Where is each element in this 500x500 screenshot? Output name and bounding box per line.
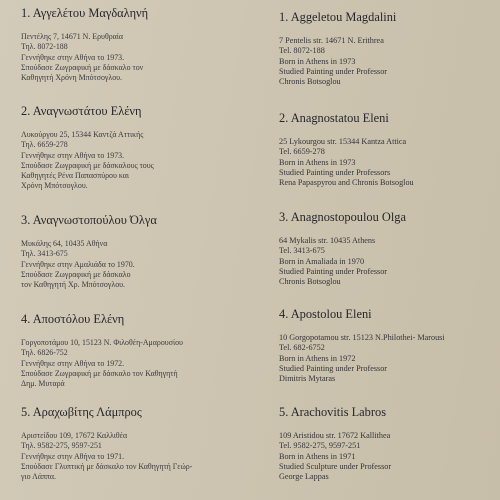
- phone: Tel. 6659-278: [279, 147, 325, 157]
- address: Λυκούργου 25, 15344 Καντζά Αττικής: [21, 130, 144, 139]
- study-info: τον Καθηγητή Χρ. Μπότσογλου.: [21, 280, 126, 290]
- birth-info: Γεννήθηκε στην Αθήνα το 1972.: [21, 358, 125, 368]
- entry-greek-5: [0, 405, 258, 482]
- birth-info: Γεννήθηκε στην Αθήνα το 1973.: [21, 150, 125, 160]
- address: 25 Lykourgou str. 15344 Kantza Attica: [279, 137, 407, 146]
- study-info: Rena Papaspyrou and Chronis Botsoglou: [279, 178, 414, 188]
- birth-info: Γεννήθηκε στην Αθήνα το 1971.: [21, 451, 125, 461]
- entry-name: 5. Arachovitis Labros: [279, 405, 387, 419]
- study-info: Chronis Botsoglou: [279, 277, 341, 287]
- study-info: γιο Λάππα.: [21, 472, 57, 482]
- birth-info: Born in Amaliada in 1970: [279, 256, 365, 266]
- study-info: Καθηγητή Χρόνη Μπότσογλου.: [21, 73, 123, 83]
- study-info: Σπούδασε Ζωγραφική με δάσκαλο τον Καθηγητή: [21, 368, 178, 378]
- address: 109 Aristidou str. 17672 Kallithea: [279, 431, 391, 440]
- birth-info: Γεννήθηκε στην Αθήνα το 1973.: [21, 52, 125, 62]
- birth-info: Γεννήθηκε στην Αμαλιάδα το 1970.: [21, 259, 135, 269]
- entry-name: 4. Apostolou Eleni: [279, 307, 372, 321]
- study-info: Studied Painting under Professor: [279, 66, 388, 76]
- birth-info: Born in Athens in 1973: [279, 56, 356, 66]
- birth-info: Born in Athens in 1971: [279, 451, 356, 461]
- phone: Tel. 682-6752: [279, 343, 325, 353]
- study-info: Studied Sculpture under Professor: [279, 461, 392, 471]
- address: Μυκάλης 64, 10435 Αθήνα: [21, 239, 108, 248]
- study-info: Σπούδασε Ζωγραφική με δάσκαλο τον: [21, 62, 144, 72]
- study-info: Dimitris Mytaras: [279, 374, 336, 384]
- phone: Tel. 8072-188: [279, 46, 325, 56]
- study-info: Καθηγητές Ρένα Παπασπύρου και: [21, 171, 130, 181]
- entry-name: 1. Aggeletou Magdalini: [279, 10, 397, 24]
- entry-greek-1: [0, 6, 258, 83]
- study-info: Σπούδασε Ζωγραφική με δάσκαλο: [21, 269, 131, 279]
- entry-name: 1. Αγγελέτου Μαγδαληνή: [21, 6, 149, 20]
- phone: Τηλ. 9582-275, 9597-251: [21, 441, 102, 451]
- address: 64 Mykalis str. 10435 Athens: [279, 236, 376, 245]
- study-info: George Lappas: [279, 472, 329, 482]
- phone: Tel. 9582-275, 9597-251: [279, 441, 361, 451]
- study-info: Χρόνη Μπότσογλου.: [21, 181, 88, 191]
- address: 7 Pentelis str. 14671 N. Erithrea: [279, 36, 384, 45]
- entry-greek-4: [0, 312, 258, 389]
- phone: Τηλ. 6826-752: [21, 348, 68, 358]
- phone: Τηλ. 3413-675: [21, 249, 68, 259]
- entry-name: 2. Anagnostatou Eleni: [279, 111, 389, 125]
- study-info: Studied Painting under Professor: [279, 363, 388, 373]
- entry-greek-2: [0, 104, 258, 192]
- entry-name: 2. Αναγνωστάτου Ελένη: [21, 104, 142, 118]
- address: Αριστείδου 109, 17672 Καλλιθέα: [21, 431, 128, 440]
- address: 10 Gorgopotamou str. 15123 N.Philothei- Marousi: [279, 333, 445, 342]
- entry-name: 5. Αραχωβίτης Λάμπρος: [21, 405, 142, 419]
- entry-english-4: [268, 307, 500, 384]
- entry-name: 4. Αποστόλου Ελένη: [21, 312, 125, 326]
- birth-info: Born in Athens in 1972: [279, 353, 356, 363]
- entry-name: 3. Anagnostopoulou Olga: [279, 210, 406, 224]
- entry-english-1: [268, 10, 500, 87]
- address: Πεντέλης 7, 14671 Ν. Ερυθραία: [21, 32, 124, 41]
- birth-info: Born in Athens in 1973: [279, 157, 356, 167]
- phone: Τηλ. 6659-278: [21, 140, 68, 150]
- study-info: Studied Painting under Professor: [279, 266, 388, 276]
- phone: Τηλ. 8072-188: [21, 42, 68, 52]
- study-info: Σπούδασε Ζωγραφική με δάσκαλους τους: [21, 160, 154, 170]
- entry-name: 3. Αναγνωστοπούλου Όλγα: [21, 213, 157, 227]
- entry-english-2: [268, 111, 500, 188]
- study-info: Studied Painting under Professors: [279, 167, 391, 177]
- address: Γοργοποτάμου 10, 15123 Ν. Φιλοθέη-Αμαρουσίου: [21, 338, 183, 347]
- entry-english-3: [268, 210, 500, 287]
- study-info: Σπούδασε Γλυπτική με δάσκαλο τον Καθηγητή Γεώρ-: [21, 461, 193, 471]
- entry-english-5: [268, 405, 500, 482]
- study-info: Chronis Botsoglou: [279, 77, 341, 87]
- phone: Tel. 3413-675: [279, 246, 325, 256]
- entry-greek-3: [0, 213, 258, 290]
- study-info: Δημ. Μυταρά: [21, 379, 65, 389]
